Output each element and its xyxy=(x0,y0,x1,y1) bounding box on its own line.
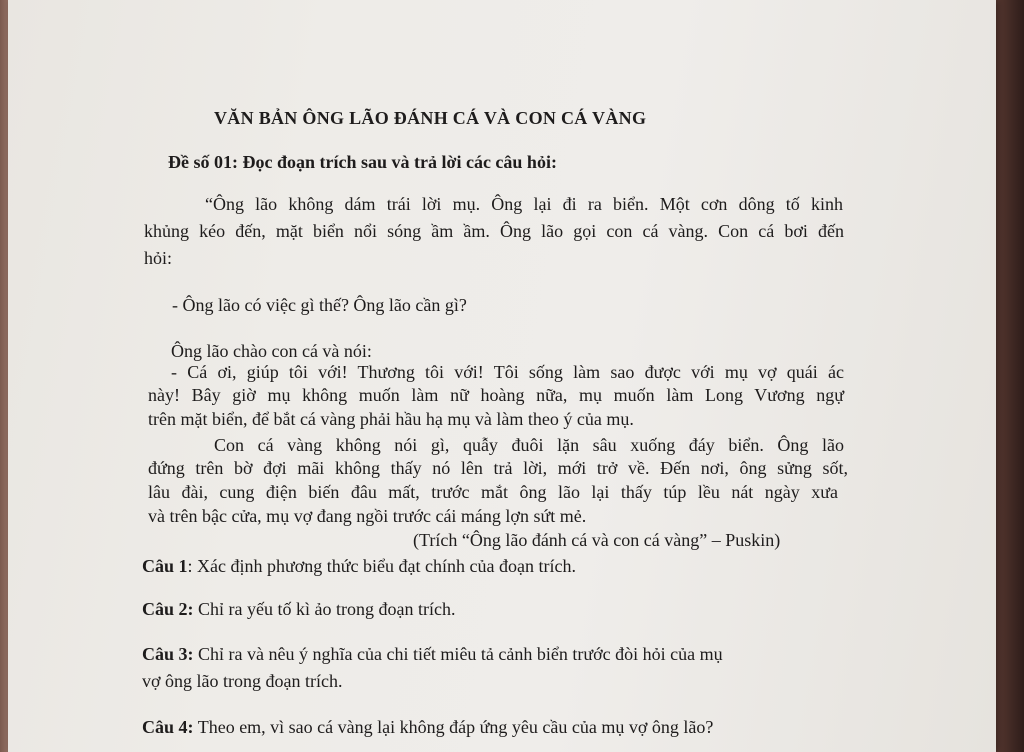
passage-line-6: - Cá ơi, giúp tôi với! Thương tôi với! Tôi sống làm sao được với mụ vợ quái ác xyxy=(171,362,844,382)
exercise-heading: Đề số 01: Đọc đoạn trích sau và trả lời các câu hỏi: xyxy=(168,152,557,172)
question-2 xyxy=(142,598,455,620)
question-1-label: Câu 1 xyxy=(142,556,188,576)
passage-line-3: hỏi: xyxy=(144,248,173,268)
citation: (Trích “Ông lão đánh cá và con cá vàng” – Puskin) xyxy=(413,530,781,550)
question-2-label: Câu 2: xyxy=(142,599,194,619)
passage-line-1: “Ông lão không dám trái lời mụ. Ông lại đi ra biển. Một cơn dông tố kinh xyxy=(205,194,843,214)
passage-line-9: Con cá vàng không nói gì, quẫy đuôi lặn sâu xuống đáy biển. Ông lão xyxy=(214,435,844,455)
question-3-cont-text: vợ ông lão trong đoạn trích. xyxy=(142,671,343,691)
passage-line-10: đứng trên bờ đợi mãi không thấy nó lên trả lời, mới trở về. Đến nơi, ông sửng sốt, xyxy=(148,458,848,478)
question-1 xyxy=(142,555,576,577)
question-1-text: Xác định phương thức biểu đạt chính của đoạn trích. xyxy=(197,556,576,576)
paper-sheet xyxy=(8,0,996,752)
question-4-label: Câu 4: xyxy=(142,717,194,737)
document-title: VĂN BẢN ÔNG LÃO ĐÁNH CÁ VÀ CON CÁ VÀNG xyxy=(214,108,647,128)
passage-line-8: trên mặt biển, để bắt cá vàng phải hầu hạ mụ và làm theo ý của mụ. xyxy=(148,409,634,429)
background-right-edge xyxy=(994,0,1024,752)
passage-line-7: này! Bây giờ mụ không muốn làm nữ hoàng nữa, mụ muốn làm Long Vương ngự xyxy=(148,385,844,405)
question-3 xyxy=(142,643,723,665)
passage-line-2: khủng kéo đến, mặt biển nổi sóng ầm ầm. Ông lão gọi con cá vàng. Con cá bơi đến xyxy=(144,221,844,241)
passage-line-4: - Ông lão có việc gì thế? Ông lão cần gì? xyxy=(172,295,467,315)
passage-line-11: lâu đài, cung điện biến đâu mất, trước mắt ông lão lại thấy túp lều nát ngày xưa xyxy=(148,482,838,502)
question-3-label: Câu 3: xyxy=(142,644,194,664)
passage-line-12: và trên bậc cửa, mụ vợ đang ngồi trước cái máng lợn sứt mẻ. xyxy=(148,506,587,526)
question-3-text: Chỉ ra và nêu ý nghĩa của chi tiết miêu tả cảnh biển trước đòi hỏi của mụ xyxy=(198,644,723,664)
question-1-sep: : xyxy=(187,556,198,576)
question-3-continuation xyxy=(142,670,342,692)
question-4-text: Theo em, vì sao cá vàng lại không đáp ứng yêu cầu của mụ vợ ông lão? xyxy=(197,717,714,737)
passage-line-5: Ông lão chào con cá và nói: xyxy=(171,341,372,361)
question-4 xyxy=(142,716,713,738)
question-2-text: Chỉ ra yếu tố kì ảo trong đoạn trích. xyxy=(198,599,456,619)
